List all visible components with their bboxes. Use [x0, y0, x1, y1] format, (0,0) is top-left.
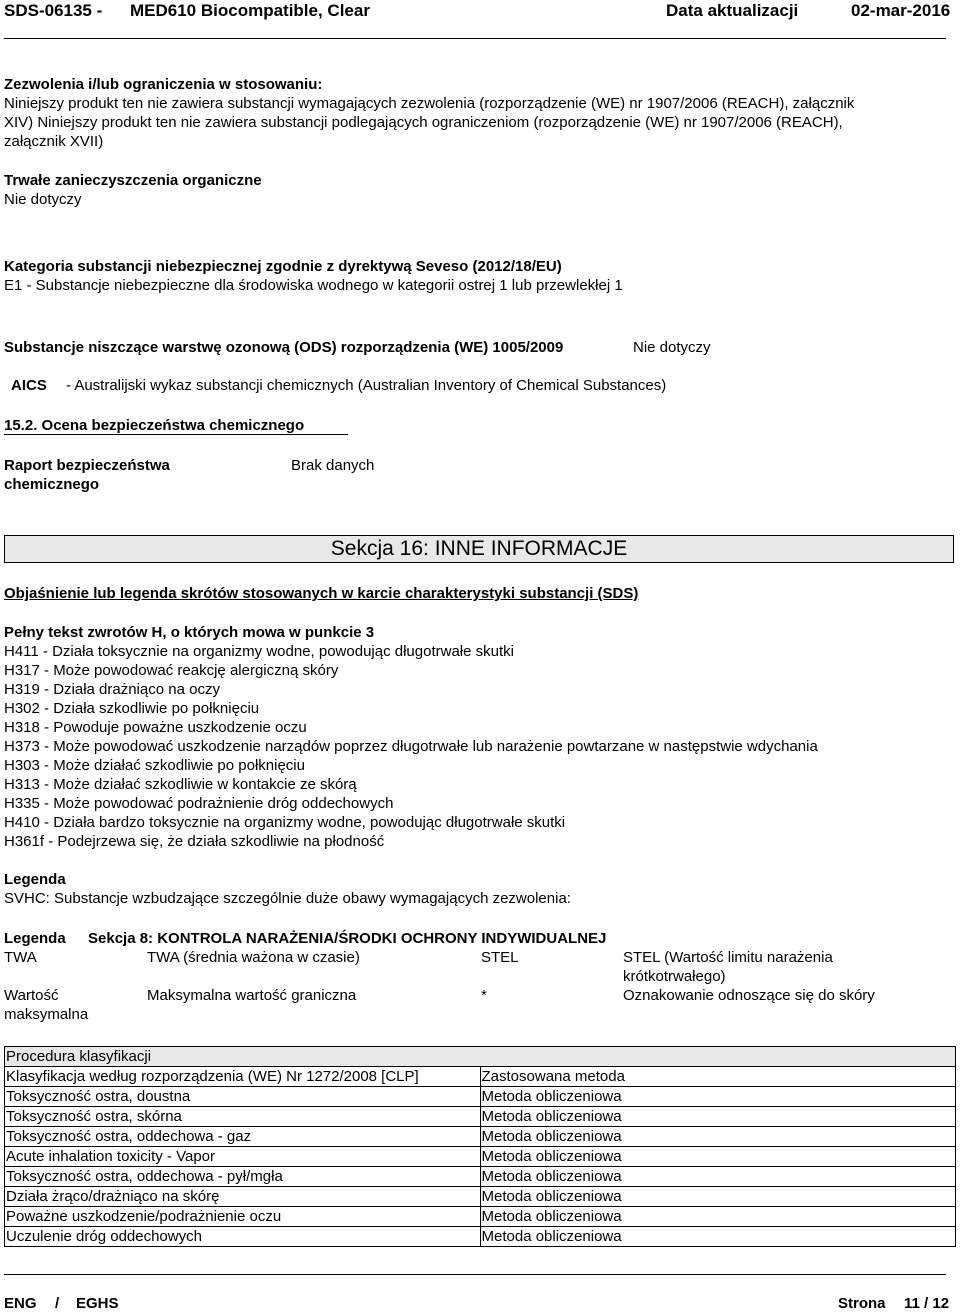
h-statement: H335 - Może powodować podrażnienie dróg oddechowych [4, 795, 394, 812]
h-statement: H319 - Działa drażniąco na oczy [4, 681, 220, 698]
classification-method: Metoda obliczeniowa [480, 1147, 956, 1167]
abbr-stel: STEL [481, 949, 519, 966]
h-statement: H303 - Może działać szkodliwie po połknięciu [4, 757, 305, 774]
classification-row [5, 1187, 956, 1207]
abbr-max: maksymalna [4, 1006, 89, 1023]
classification-method: Metoda obliczeniowa [480, 1167, 956, 1187]
classification-hazard: Działa żrąco/drażniąco na skórę [5, 1187, 481, 1207]
classification-row [5, 1207, 956, 1227]
h-statement: H302 - Działa szkodliwie po połknięciu [4, 700, 260, 717]
header-rule [4, 38, 946, 39]
abbr-max: Wartość [4, 987, 59, 1004]
seveso-value: E1 - Substancje niebezpieczne dla środowiska wodnego w kategorii ostrej 1 lub przewlekłej 1 [4, 277, 623, 294]
classification-hazard: Toksyczność ostra, oddechowa - pył/mgła [5, 1167, 481, 1187]
aics-label: AICS [11, 377, 47, 394]
permits-line: załącznik XVII) [4, 133, 104, 150]
classification-hazard: Acute inhalation toxicity - Vapor [5, 1147, 481, 1167]
abbr-star: * [481, 987, 487, 1004]
classification-hazard: Poważne uszkodzenie/podrażnienie oczu [5, 1207, 481, 1227]
h-statement: H313 - Może działać szkodliwie w kontakcie ze skórą [4, 776, 357, 793]
classification-row [5, 1227, 956, 1247]
h-statement: H373 - Może powodować uszkodzenie narządów poprzez długotrwałe lub narażenie powtarzane w następstwie wdychania [4, 738, 818, 755]
legend-title: Legenda [4, 871, 66, 888]
abbr-twa: TWA [4, 949, 37, 966]
legend-2-title: Legenda [4, 930, 66, 947]
footer-page-number: 11 / 12 [904, 1295, 950, 1312]
abbr-star-desc: Oznakowanie odnoszące się do skóry [623, 987, 875, 1004]
h-statements-heading: Pełny tekst zwrotów H, o których mowa w punkcie 3 [4, 624, 375, 641]
pops-title: Trwałe zanieczyszczenia organiczne [4, 172, 262, 189]
classification-hazard: Toksyczność ostra, skórna [5, 1107, 481, 1127]
footer-separator: / [55, 1295, 60, 1312]
abbr-max-desc: Maksymalna wartość graniczna [147, 987, 357, 1004]
safety-report-value: Brak danych [291, 457, 375, 474]
permits-line: XIV) Niniejszy produkt ten nie zawiera substancji podlegających ograniczeniom (rozporządzenie (WE) nr 1907/2006 (REACH), [4, 114, 843, 131]
footer-language: ENG [4, 1295, 37, 1312]
safety-report-label: chemicznego [4, 476, 100, 493]
classification-hazard: Toksyczność ostra, oddechowa - gaz [5, 1127, 481, 1147]
safety-assessment-heading: 15.2. Ocena bezpieczeństwa chemicznego [4, 417, 305, 434]
safety-report-label: Raport bezpieczeństwa [4, 457, 170, 474]
classification-method: Metoda obliczeniowa [480, 1187, 956, 1207]
classification-hazard: Uczulenie dróg oddechowych [5, 1227, 481, 1247]
aics-value: - Australijski wykaz substancji chemicznych (Australian Inventory of Chemical Substances) [66, 377, 667, 394]
classification-method: Zastosowana metoda [480, 1067, 956, 1087]
footer-page-label: Strona [838, 1295, 886, 1312]
classification-row [5, 1087, 956, 1107]
footer-rule [4, 1274, 946, 1275]
h-statement: H317 - Może powodować reakcję alergiczną skóry [4, 662, 339, 679]
revision-date-label: Data aktualizacji [666, 1, 799, 20]
classification-method: Metoda obliczeniowa [480, 1127, 956, 1147]
safety-heading-underline [4, 434, 348, 435]
classification-table [4, 1046, 956, 1247]
abbreviations-heading: Objaśnienie lub legenda skrótów stosowanych w karcie charakterystyki substancji (SDS) [4, 585, 639, 602]
classification-method: Metoda obliczeniowa [480, 1207, 956, 1227]
abbr-stel-desc: STEL (Wartość limitu narażenia [623, 949, 833, 966]
section-16-banner [4, 535, 954, 563]
classification-hazard: Toksyczność ostra, doustna [5, 1087, 481, 1107]
abbr-stel-desc: krótkotrwałego) [623, 968, 726, 985]
ods-title: Substancje niszczące warstwę ozonową (ODS) rozporządzenia (WE) 1005/2009 [4, 339, 564, 356]
doc-id: SDS-06135 - [4, 1, 103, 20]
classification-title: Procedura klasyfikacji [5, 1047, 956, 1067]
classification-row [5, 1127, 956, 1147]
abbr-twa-desc: TWA (średnia ważona w czasie) [147, 949, 360, 966]
h-statement: H318 - Powoduje poważne uszkodzenie oczu [4, 719, 307, 736]
classification-row [5, 1147, 956, 1167]
ods-value: Nie dotyczy [633, 339, 711, 356]
h-statement: H410 - Działa bardzo toksycznie na organizmy wodne, powodując długotrwałe skutki [4, 814, 566, 831]
classification-row [5, 1167, 956, 1187]
legend-2-section: Sekcja 8: KONTROLA NARAŻENIA/ŚRODKI OCHRONY INDYWIDUALNEJ [88, 930, 607, 947]
classification-method: Metoda obliczeniowa [480, 1107, 956, 1127]
product-name: MED610 Biocompatible, Clear [130, 1, 370, 20]
classification-header-row [5, 1047, 956, 1067]
pops-value: Nie dotyczy [4, 191, 82, 208]
classification-hazard: Klasyfikacja według rozporządzenia (WE) Nr 1272/2008 [CLP] [5, 1067, 481, 1087]
classification-row [5, 1107, 956, 1127]
classification-method: Metoda obliczeniowa [480, 1227, 956, 1247]
classification-row [5, 1067, 956, 1087]
section-16-title: Sekcja 16: INNE INFORMACJE [330, 537, 628, 560]
footer-format: EGHS [76, 1295, 119, 1312]
permits-title: Zezwolenia i/lub ograniczenia w stosowaniu: [4, 76, 323, 93]
legend-svhc: SVHC: Substancje wzbudzające szczególnie duże obawy wymagających zezwolenia: [4, 890, 571, 907]
seveso-title: Kategoria substancji niebezpiecznej zgodnie z dyrektywą Seveso (2012/18/EU) [4, 258, 562, 275]
h-statement: H411 - Działa toksycznie na organizmy wodne, powodując długotrwałe skutki [4, 643, 514, 660]
classification-method: Metoda obliczeniowa [480, 1087, 956, 1107]
revision-date-value: 02-mar-2016 [851, 1, 951, 20]
h-statement: H361f - Podejrzewa się, że działa szkodliwie na płodność [4, 833, 385, 850]
permits-line: Niniejszy produkt ten nie zawiera substancji wymagających zezwolenia (rozporządzenie (WE) nr 1907/2006 (REACH), załącznik [4, 95, 855, 112]
